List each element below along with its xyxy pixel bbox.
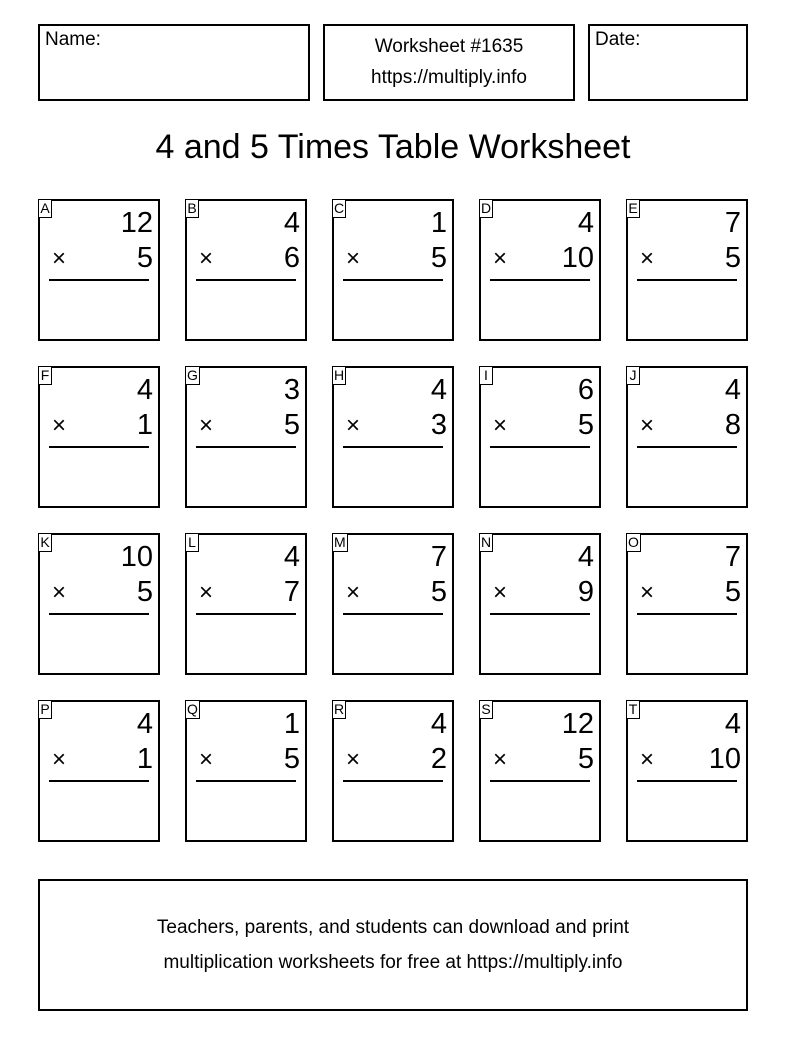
answer-line xyxy=(637,780,737,782)
problem-letter: Q xyxy=(187,701,198,717)
multiplier: 7 xyxy=(283,576,300,608)
multiply-sign-icon: × xyxy=(346,746,361,773)
problem-letter: J xyxy=(626,366,640,385)
multiplier: 5 xyxy=(283,409,300,441)
answer-line xyxy=(49,446,149,448)
multiplicand: 12 xyxy=(120,207,153,239)
multiplicand: 4 xyxy=(577,207,594,239)
problem-letter: G xyxy=(187,367,198,383)
multiply-sign-icon: × xyxy=(199,245,214,272)
multiply-sign-icon: × xyxy=(52,579,67,606)
problem-letter: D xyxy=(481,200,492,216)
problem-d[interactable] xyxy=(479,199,601,341)
multiplicand: 7 xyxy=(724,541,741,573)
problem-letter: A xyxy=(38,199,52,218)
multiplicand: 4 xyxy=(283,207,300,239)
multiplicand: 4 xyxy=(283,541,300,573)
multiplier: 5 xyxy=(136,576,153,608)
footer-text-line-2: multiplication worksheets for free at https://multiply.info xyxy=(163,952,623,973)
multiply-sign-icon: × xyxy=(199,412,214,439)
problem-k[interactable] xyxy=(38,533,160,675)
multiplicand: 4 xyxy=(430,708,447,740)
answer-line xyxy=(49,780,149,782)
answer-line xyxy=(196,279,296,281)
multiplier: 5 xyxy=(724,242,741,274)
answer-line xyxy=(637,446,737,448)
multiplier: 2 xyxy=(430,743,447,775)
name-label: Name: xyxy=(45,29,101,50)
worksheet-number: Worksheet #1635 xyxy=(374,36,524,57)
name-box[interactable] xyxy=(38,24,310,101)
answer-line xyxy=(637,279,737,281)
multiplicand: 3 xyxy=(283,374,300,406)
multiply-sign-icon: × xyxy=(640,245,655,272)
problem-r[interactable] xyxy=(332,700,454,842)
multiplicand: 12 xyxy=(561,708,594,740)
problem-m[interactable] xyxy=(332,533,454,675)
multiply-sign-icon: × xyxy=(199,579,214,606)
multiply-sign-icon: × xyxy=(493,579,508,606)
problem-letter: L xyxy=(185,533,199,552)
problem-letter: N xyxy=(481,534,492,550)
multiplier: 10 xyxy=(708,743,741,775)
problem-e[interactable] xyxy=(626,199,748,341)
problem-c[interactable] xyxy=(332,199,454,341)
multiply-sign-icon: × xyxy=(346,245,361,272)
multiply-sign-icon: × xyxy=(346,579,361,606)
problem-letter: B xyxy=(185,199,199,218)
problem-q[interactable] xyxy=(185,700,307,842)
problem-letter: M xyxy=(334,534,346,550)
worksheet-url: https://multiply.info xyxy=(371,67,527,88)
multiplier: 5 xyxy=(724,576,741,608)
footer-box xyxy=(38,879,748,1011)
multiply-sign-icon: × xyxy=(52,746,67,773)
answer-line xyxy=(490,780,590,782)
multiplier: 1 xyxy=(136,409,153,441)
multiplicand: 4 xyxy=(430,374,447,406)
multiplicand: 4 xyxy=(136,708,153,740)
multiplier: 5 xyxy=(136,242,153,274)
problem-letter: P xyxy=(38,700,52,719)
worksheet-info-box xyxy=(323,24,575,101)
problem-letter: H xyxy=(334,367,345,383)
multiplicand: 1 xyxy=(283,708,300,740)
multiplier: 10 xyxy=(561,242,594,274)
problem-g[interactable] xyxy=(185,366,307,508)
answer-line xyxy=(343,446,443,448)
problem-t[interactable] xyxy=(626,700,748,842)
answer-line xyxy=(49,279,149,281)
answer-line xyxy=(490,279,590,281)
answer-line xyxy=(490,446,590,448)
multiply-sign-icon: × xyxy=(640,746,655,773)
multiplicand: 4 xyxy=(724,708,741,740)
multiplicand: 1 xyxy=(430,207,447,239)
footer-text-line-1: Teachers, parents, and students can download and print xyxy=(156,917,630,938)
problem-a[interactable] xyxy=(38,199,160,341)
problem-letter: K xyxy=(38,533,52,552)
multiply-sign-icon: × xyxy=(640,579,655,606)
problem-letter: C xyxy=(334,200,345,216)
answer-line xyxy=(343,613,443,615)
multiplier: 5 xyxy=(577,743,594,775)
multiplier: 8 xyxy=(724,409,741,441)
multiplier: 5 xyxy=(430,242,447,274)
problem-b[interactable] xyxy=(185,199,307,341)
multiplicand: 7 xyxy=(430,541,447,573)
multiply-sign-icon: × xyxy=(640,412,655,439)
problem-f[interactable] xyxy=(38,366,160,508)
multiplier: 3 xyxy=(430,409,447,441)
problem-j[interactable] xyxy=(626,366,748,508)
answer-line xyxy=(343,780,443,782)
multiplicand: 4 xyxy=(577,541,594,573)
page-title: 4 and 5 Times Table Worksheet xyxy=(155,128,631,166)
multiplicand: 6 xyxy=(577,374,594,406)
problem-letter: S xyxy=(479,700,493,719)
multiplier: 5 xyxy=(283,743,300,775)
multiplicand: 4 xyxy=(136,374,153,406)
date-label: Date: xyxy=(595,29,641,50)
problem-s[interactable] xyxy=(479,700,601,842)
answer-line xyxy=(196,446,296,448)
multiply-sign-icon: × xyxy=(493,412,508,439)
problem-letter: T xyxy=(626,700,640,719)
problem-n[interactable] xyxy=(479,533,601,675)
problem-o[interactable] xyxy=(626,533,748,675)
multiplier: 9 xyxy=(577,576,594,608)
answer-line xyxy=(343,279,443,281)
multiply-sign-icon: × xyxy=(52,412,67,439)
answer-line xyxy=(196,780,296,782)
answer-line xyxy=(637,613,737,615)
multiplicand: 4 xyxy=(724,374,741,406)
problem-letter: R xyxy=(334,701,345,717)
multiply-sign-icon: × xyxy=(346,412,361,439)
multiplicand: 10 xyxy=(120,541,153,573)
problem-grid xyxy=(38,199,750,843)
multiply-sign-icon: × xyxy=(493,245,508,272)
problem-letter: I xyxy=(479,366,493,385)
multiplier: 5 xyxy=(577,409,594,441)
multiply-sign-icon: × xyxy=(493,746,508,773)
problem-l[interactable] xyxy=(185,533,307,675)
multiplier: 6 xyxy=(283,242,300,274)
problem-letter: E xyxy=(626,199,640,218)
multiplier: 5 xyxy=(430,576,447,608)
problem-h[interactable] xyxy=(332,366,454,508)
answer-line xyxy=(49,613,149,615)
multiply-sign-icon: × xyxy=(52,245,67,272)
multiplier: 1 xyxy=(136,743,153,775)
problem-p[interactable] xyxy=(38,700,160,842)
date-box[interactable] xyxy=(588,24,748,101)
answer-line xyxy=(196,613,296,615)
multiply-sign-icon: × xyxy=(199,746,214,773)
problem-i[interactable] xyxy=(479,366,601,508)
problem-letter: O xyxy=(628,534,639,550)
answer-line xyxy=(490,613,590,615)
problem-letter: F xyxy=(38,366,52,385)
multiplicand: 7 xyxy=(724,207,741,239)
